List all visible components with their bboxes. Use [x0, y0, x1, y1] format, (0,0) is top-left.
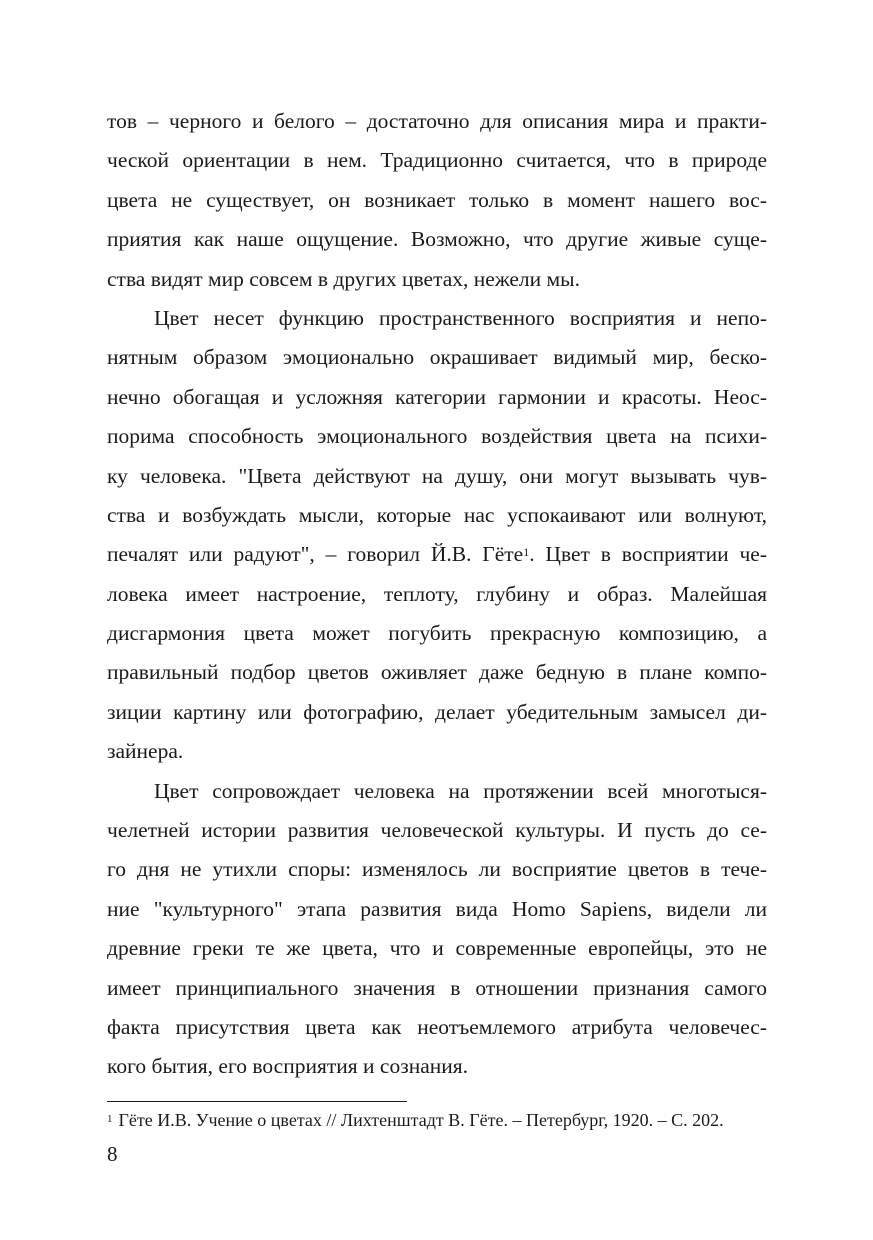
text-line: дисгармония цвета может погубить прекрасную композицию, а	[107, 621, 767, 646]
text-line: ние "культурного" этапа развития вида Homo Sapiens, видели ли	[107, 896, 767, 921]
text-fragment: печалят или радуют", – говорил Й.В. Гёте	[107, 542, 524, 567]
text-line-with-footnote-ref	[107, 535, 767, 574]
text-line: ства и возбуждать мысли, которые нас успокаивают или волнуют,	[107, 502, 767, 527]
page-number: 8	[107, 1142, 118, 1166]
text-line: древние греки те же цвета, что и современные европейцы, это не	[107, 936, 767, 961]
text-line: Цвет сопровождает человека на протяжении всей многотыся-	[154, 778, 767, 803]
footnote-text: Гёте И.В. Учение о цветах // Лихтенштадт В. Гёте. – Петербург, 1920. – С. 202.	[118, 1110, 724, 1130]
text-line: приятия как наше ощущение. Возможно, что другие живые суще-	[107, 227, 767, 252]
text-line: факта присутствия цвета как неотъемлемого атрибута человечес-	[107, 1014, 767, 1039]
text-line: цвета не существует, он возникает только в момент нашего вос-	[107, 187, 767, 212]
text-line: нечно обогащая и усложняя категории гармонии и красоты. Неос-	[107, 384, 767, 409]
text-line: порима способность эмоционального воздействия цвета на психи-	[107, 424, 767, 449]
footnote	[107, 1108, 807, 1132]
text-line: нятным образом эмоционально окрашивает видимый мир, беско-	[107, 345, 767, 370]
body-text	[107, 102, 767, 1087]
text-line: ку человека. "Цвета действуют на душу, они могут вызывать чув-	[107, 463, 767, 488]
text-line: кого бытия, его восприятия и сознания.	[107, 1054, 469, 1079]
text-line: челетней истории развития человеческой культуры. И пусть до се-	[107, 818, 767, 843]
text-line: тов – черного и белого – достаточно для описания мира и практи-	[107, 109, 767, 133]
footnote-number: 1	[107, 1113, 113, 1125]
text-line: имеет принципиального значения в отношении признания самого	[107, 975, 767, 1000]
text-line: зайнера.	[107, 739, 184, 764]
footnote-divider	[107, 1101, 407, 1102]
text-line: ства видят мир совсем в других цветах, нежели мы.	[107, 266, 580, 291]
text-line: правильный подбор цветов оживляет даже бедную в плане компо-	[107, 660, 767, 685]
text-fragment: . Цвет в восприятии че-	[529, 542, 767, 567]
text-line: ловека имеет настроение, теплоту, глубину и образ. Малейшая	[107, 581, 767, 606]
text-line: зиции картину или фотографию, делает убедительным замысел ди-	[107, 699, 767, 724]
text-line: ческой ориентации в нем. Традиционно считается, что в природе	[107, 148, 767, 173]
text-line: го дня не утихли споры: изменялось ли восприятие цветов в тече-	[107, 857, 767, 882]
text-line: Цвет несет функцию пространственного восприятия и непо-	[154, 305, 767, 330]
footnote-reference[interactable]: 1	[523, 545, 530, 560]
